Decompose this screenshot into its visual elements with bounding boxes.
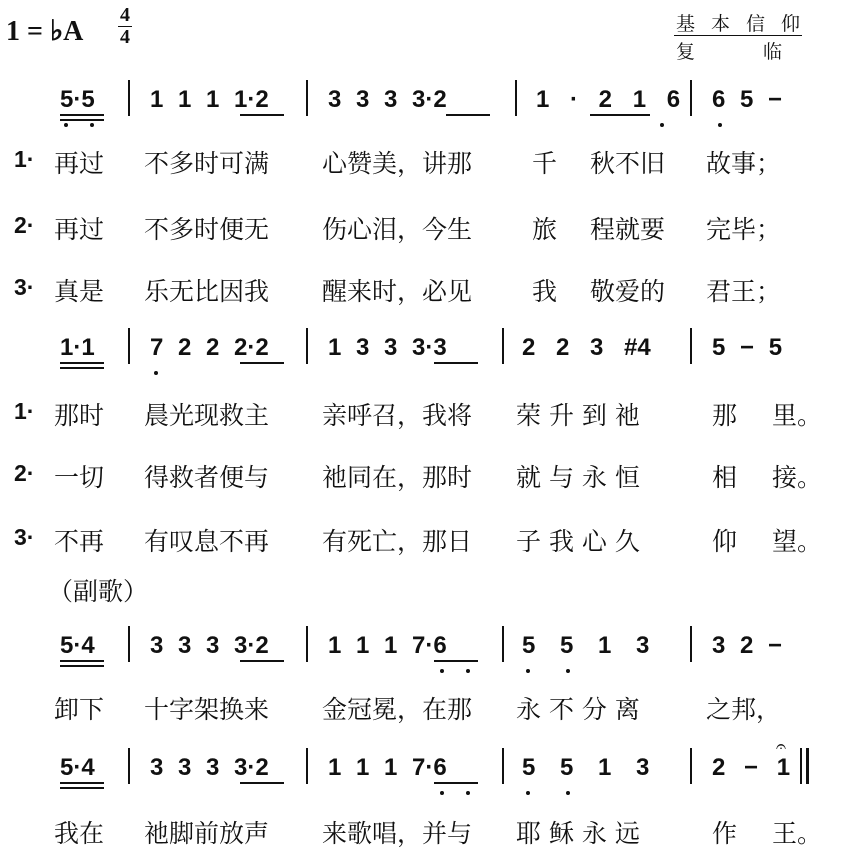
- credit-line-1: 基本信仰: [676, 13, 817, 35]
- measure-3: 1 3 3 3·3: [328, 334, 447, 361]
- barline: [128, 748, 130, 784]
- measure-1: 5·4: [60, 632, 95, 659]
- barline: [306, 80, 308, 116]
- measure-4: 2 2 3 #4: [522, 334, 651, 361]
- barline: [690, 80, 692, 116]
- barline: [502, 748, 504, 784]
- barline: [690, 328, 692, 364]
- verse-number: 2·: [14, 212, 35, 238]
- measure-2: 3 3 3 3·2: [150, 632, 269, 659]
- barline: [502, 328, 504, 364]
- measure-1: 5·4: [60, 754, 95, 781]
- verse-number: 3·: [14, 274, 35, 300]
- measure-5: 2 − 1: [712, 754, 791, 781]
- measure-5: 6 5 −: [712, 86, 783, 113]
- verse-number: 3·: [14, 524, 35, 550]
- meter-top: 4: [120, 4, 130, 26]
- barline: [128, 626, 130, 662]
- verse-number: 1·: [14, 398, 35, 424]
- measure-3: 1 1 1 7·6: [328, 754, 447, 781]
- barline: [128, 80, 130, 116]
- measure-2: 7 2 2 2·2: [150, 334, 269, 361]
- barline: [690, 626, 692, 662]
- fermata-icon: 𝄐: [776, 736, 787, 757]
- measure-5: 5 − 5: [712, 334, 783, 361]
- measure-2: 3 3 3 3·2: [150, 754, 269, 781]
- measure-1: 5·5: [60, 86, 95, 113]
- credit-rule: [674, 35, 802, 36]
- measure-2: 1 1 1 1·2: [150, 86, 269, 113]
- barline: [515, 80, 517, 116]
- credit-line-2: 复临: [676, 41, 850, 63]
- key-signature: 1 = ♭A: [6, 16, 84, 47]
- measure-4: 5 5 1 3: [522, 754, 650, 781]
- measure-3: 3 3 3 3·2: [328, 86, 447, 113]
- measure-1: 1·1: [60, 334, 95, 361]
- measure-4: 1 · 2 1 6: [536, 86, 681, 113]
- verse-number: 2·: [14, 460, 35, 486]
- barline: [128, 328, 130, 364]
- barline: [690, 748, 692, 784]
- verse-number: 1·: [14, 146, 35, 172]
- barline: [800, 748, 802, 784]
- barline: [306, 626, 308, 662]
- barline: [306, 748, 308, 784]
- measure-4: 5 5 1 3: [522, 632, 650, 659]
- barline: [306, 328, 308, 364]
- chorus-label: （副歌）: [48, 577, 149, 606]
- meter-bottom: 4: [120, 26, 130, 48]
- time-signature: [118, 6, 132, 47]
- measure-5: 3 2 −: [712, 632, 783, 659]
- final-barline: [806, 748, 809, 784]
- measure-3: 1 1 1 7·6: [328, 632, 447, 659]
- barline: [502, 626, 504, 662]
